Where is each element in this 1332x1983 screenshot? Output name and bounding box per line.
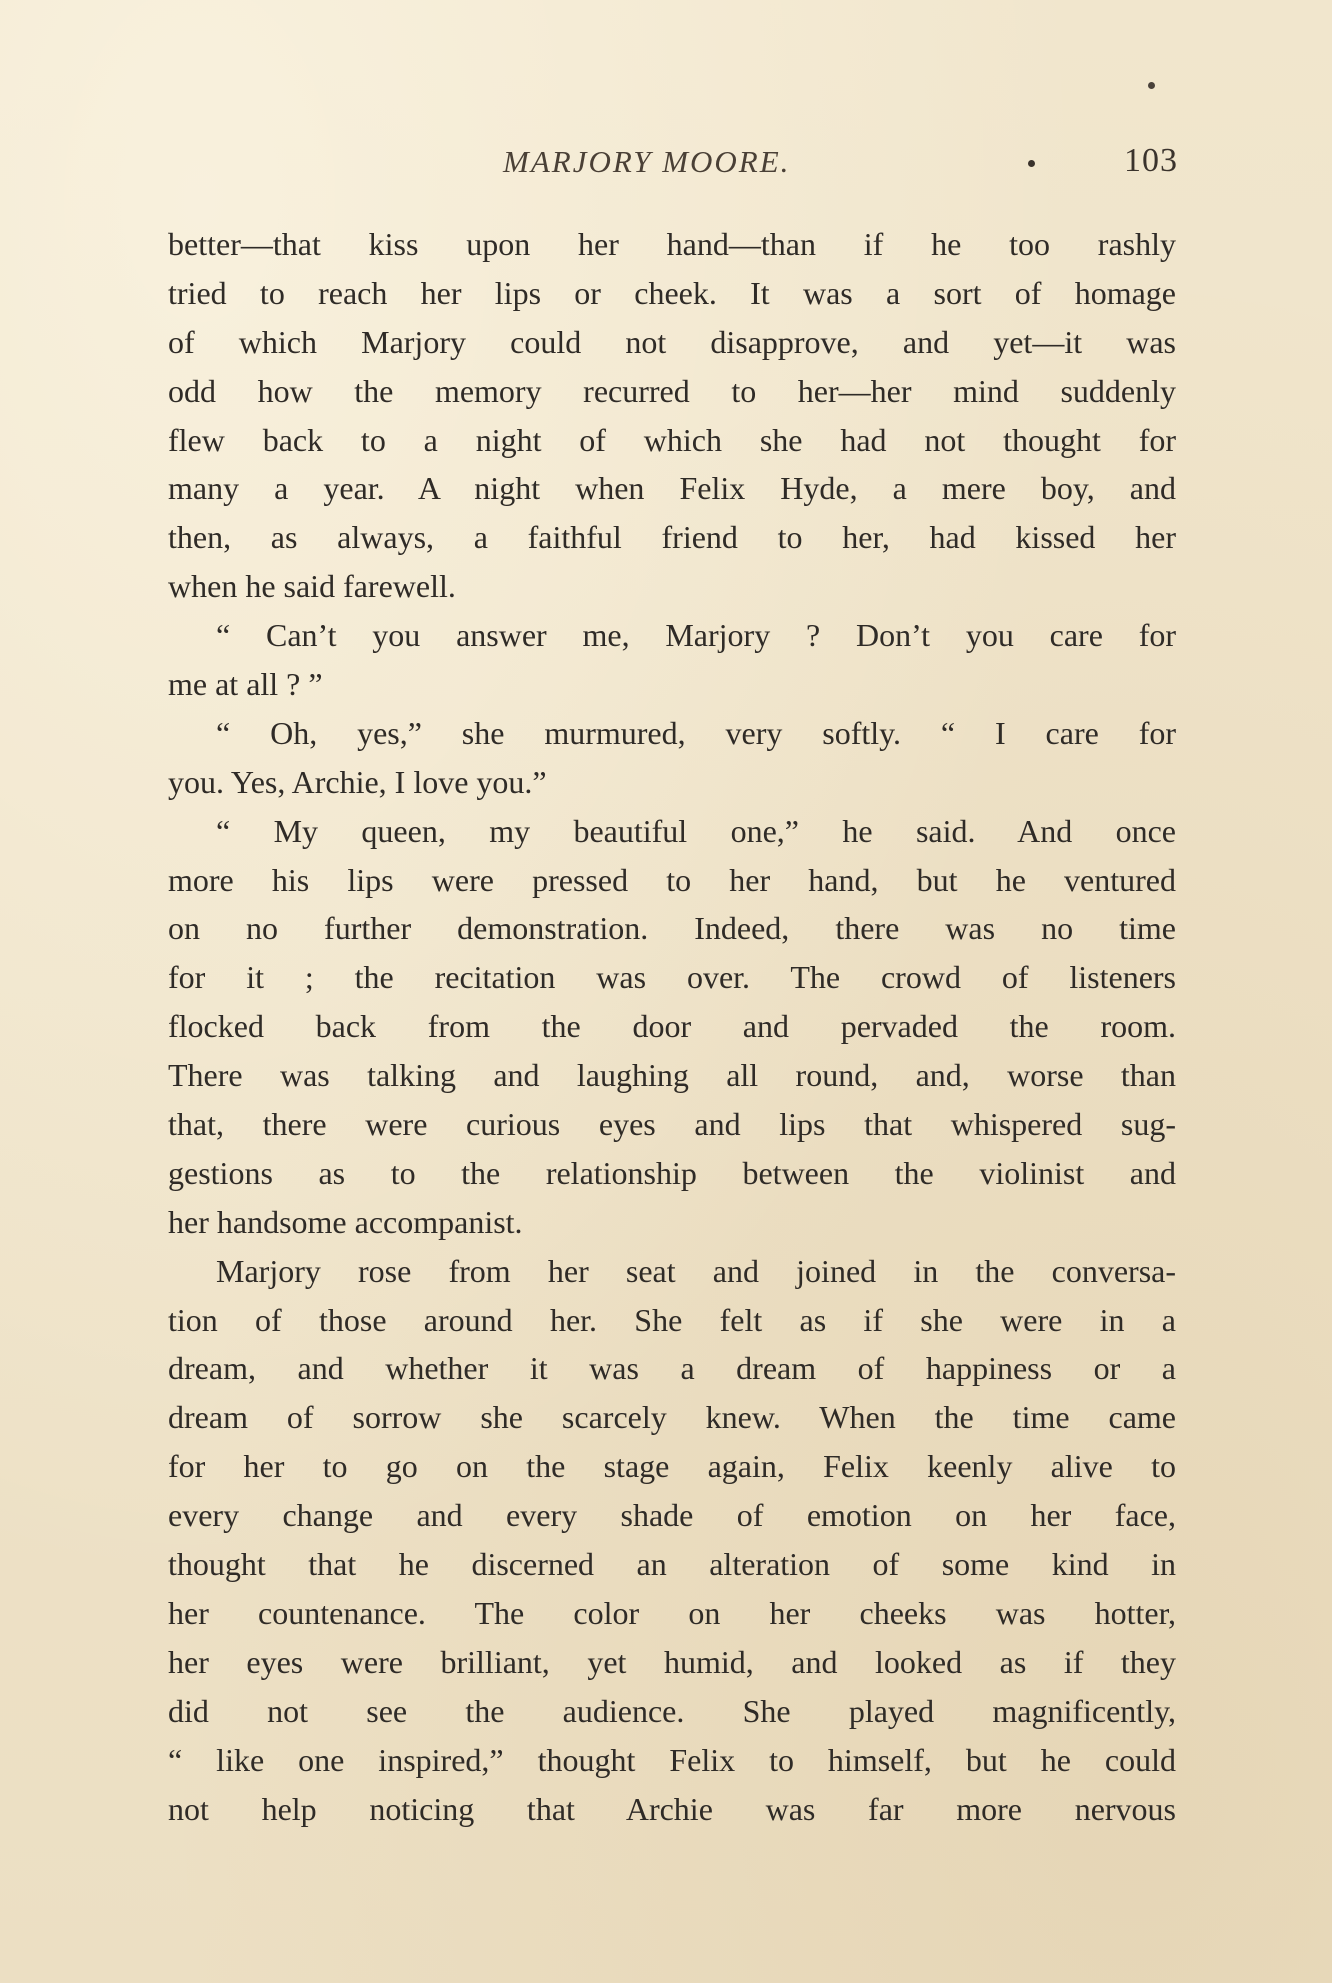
text-line: Marjory rose from her seat and joined in the conversa- <box>216 1252 1176 1289</box>
text-line: her handsome accompanist. <box>168 1203 523 1240</box>
text-line: dream of sorrow she scarcely knew. When the time came <box>168 1399 1176 1436</box>
text-line: “ like one inspired,” thought Felix to himself, but he could <box>168 1741 1176 1778</box>
text-line: for it ; the recitation was over. The crowd of listeners <box>168 959 1176 996</box>
body-text <box>168 220 1176 1833</box>
text-line: did not see the audience. She played magnificently, <box>168 1692 1176 1729</box>
text-line: thought that he discerned an alteration of some kind in <box>168 1546 1176 1583</box>
text-line: tried to reach her lips or cheek. It was a sort of homage <box>168 274 1176 311</box>
text-line: There was talking and laughing all round, and, worse than <box>168 1057 1176 1094</box>
text-line: “ Oh, yes,” she murmured, very softly. “ I care for <box>216 714 1176 751</box>
text-line: when he said farewell. <box>168 568 456 605</box>
text-line: every change and every shade of emotion on her face, <box>168 1497 1176 1534</box>
text-line: better—that kiss upon her hand—than if he too rashly <box>168 226 1176 262</box>
running-head-title: MARJORY MOORE. <box>503 144 791 179</box>
text-line: her eyes were brilliant, yet humid, and looked as if they <box>168 1643 1176 1680</box>
page-number: 103 <box>1124 142 1178 179</box>
text-line: for her to go on the stage again, Felix keenly alive to <box>168 1448 1176 1485</box>
text-line: many a year. A night when Felix Hyde, a mere boy, and <box>168 470 1176 507</box>
text-line: flocked back from the door and pervaded the room. <box>168 1008 1176 1045</box>
text-line: me at all ? ” <box>168 666 323 703</box>
text-line: on no further demonstration. Indeed, there was no time <box>168 910 1176 947</box>
text-line: odd how the memory recurred to her—her mind suddenly <box>168 372 1176 409</box>
text-line: “ My queen, my beautiful one,” he said. And once <box>216 812 1176 849</box>
text-line: “ Can’t you answer me, Marjory ? Don’t you care for <box>216 617 1176 654</box>
ink-speck <box>1148 82 1155 89</box>
running-head <box>168 140 1178 190</box>
text-line: then, as always, a faithful friend to her, had kissed her <box>168 519 1176 556</box>
text-line: gestions as to the relationship between the violinist and <box>168 1154 1176 1191</box>
text-line: flew back to a night of which she had not thought for <box>168 421 1176 458</box>
text-line: that, there were curious eyes and lips that whispered sug- <box>168 1106 1176 1143</box>
text-line: tion of those around her. She felt as if she were in a <box>168 1301 1176 1338</box>
running-head-dot <box>1028 160 1035 167</box>
text-line: her countenance. The color on her cheeks was hotter, <box>168 1594 1176 1631</box>
text-line: of which Marjory could not disapprove, and yet—it was <box>168 323 1176 360</box>
text-line: more his lips were pressed to her hand, but he ventured <box>168 861 1176 898</box>
text-line: not help noticing that Archie was far more nervous <box>168 1790 1176 1827</box>
text-line: dream, and whether it was a dream of happiness or a <box>168 1350 1176 1387</box>
text-line: you. Yes, Archie, I love you.” <box>168 763 547 800</box>
